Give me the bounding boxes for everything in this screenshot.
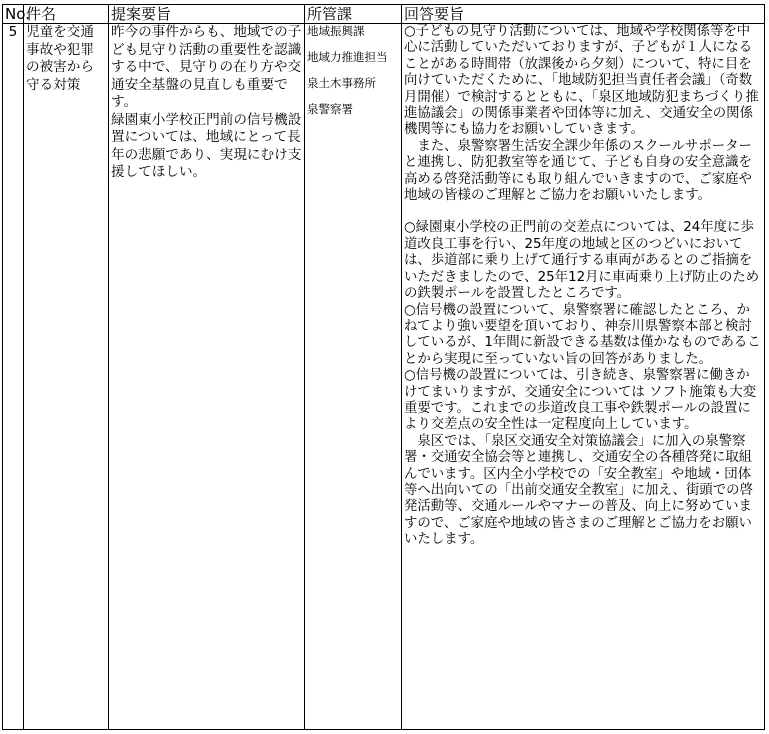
- answer-paragraph-2: また、泉警察署生活安全課少年係のスクールサポーターと連携し、防犯教室等を通じて、子ども自身の安全意識を高める啓発活動等にも取り組んでいきますので、ご家庭や地域の皆様のご理解とご協力をお願いいたします。: [404, 138, 752, 204]
- header-row: [3, 5, 765, 24]
- row-departments: [305, 24, 402, 730]
- answer-paragraph-6: 泉区では、「泉区交通安全対策協議会」に加入の泉警察署・交通安全協会等と連携し、交通安全の各種啓発に取組んでいます。区内全小学校での「安全教室」や地域・団体等へ出向いての「出前交通安全教室」に加え、街頭での啓発活動等、交通ルールやマナーの普及、向上に努めていますので、ご家庭や地域の皆さまのご理解とご協力をお願いいたします。: [404, 433, 753, 548]
- department-item: 地域力推進担当: [307, 50, 388, 64]
- row-title: 児童を交通事故や犯罪の被害から守る対策: [24, 24, 109, 730]
- department-item: 地域振興課: [307, 24, 365, 38]
- answer-paragraph-4: ○信号機の設置について、泉警察署に確認したところ、かねてより強い要望を頂いており、神奈川県警察本部と検討しているが、1年間に新設できる基数は僅かなものであることから実現に至っていない旨の回答がありました。: [404, 302, 761, 367]
- proposal-table: [2, 4, 765, 730]
- header-answer: 回答要旨: [402, 5, 765, 24]
- department-item: 泉警察署: [307, 102, 353, 116]
- header-department: 所管課: [305, 5, 402, 24]
- header-title: 件名: [24, 5, 109, 24]
- department-item: 泉土木事務所: [307, 76, 376, 90]
- header-no: No.: [3, 5, 24, 24]
- answer-paragraph-5: ○信号機の設置については、引き続き、泉警察署に働きかけてまいりますが、交通安全については ソフト施策も大変重要です。これまでの歩道改良工事や鉄製ポールの設置により交差点の安全性は一定程度向上しています。: [404, 368, 757, 433]
- table-row: [3, 24, 765, 730]
- answer-paragraph-1: ○子どもの見守り活動については、地域や学校関係等を中心に活動していただいておりますが、子どもが１人になることがある時間帯（放課後から夕刻）について、特に目を向けていただくために、「地域防犯担当責任者会議」（奇数月開催）で検討するとともに、「泉区地域防犯まちづくり推進協議会」の関係事業者や団体等に加え、交通安全の関係機関等にも協力をお願いしていきます。: [404, 24, 759, 138]
- row-answer: [402, 24, 765, 730]
- header-proposal: 提案要旨: [109, 5, 305, 24]
- row-proposal: [109, 24, 305, 730]
- paragraph-gap: [404, 204, 762, 220]
- answer-paragraph-3: ○緑園東小学校の正門前の交差点については、24年度に歩道改良工事を行い、25年度の地域と区のつどいにおいては、歩道部に乗り上げて通行する車両があるとのご指摘をいただきましたので、25年12月に車両乗り上げ防止のための鉄製ポールを設置したところです。: [404, 220, 760, 302]
- row-no: 5: [3, 24, 24, 730]
- proposal-text: 昨今の事件からも、地域での子ども見守り活動の重要性を認識する中で、見守りの在り方や交通安全基盤の見直しも重要です。 緑園東小学校正門前の信号機設置については、地域にとって長年の悲願であり、実現にむけ支援してほしい。: [111, 24, 302, 180]
